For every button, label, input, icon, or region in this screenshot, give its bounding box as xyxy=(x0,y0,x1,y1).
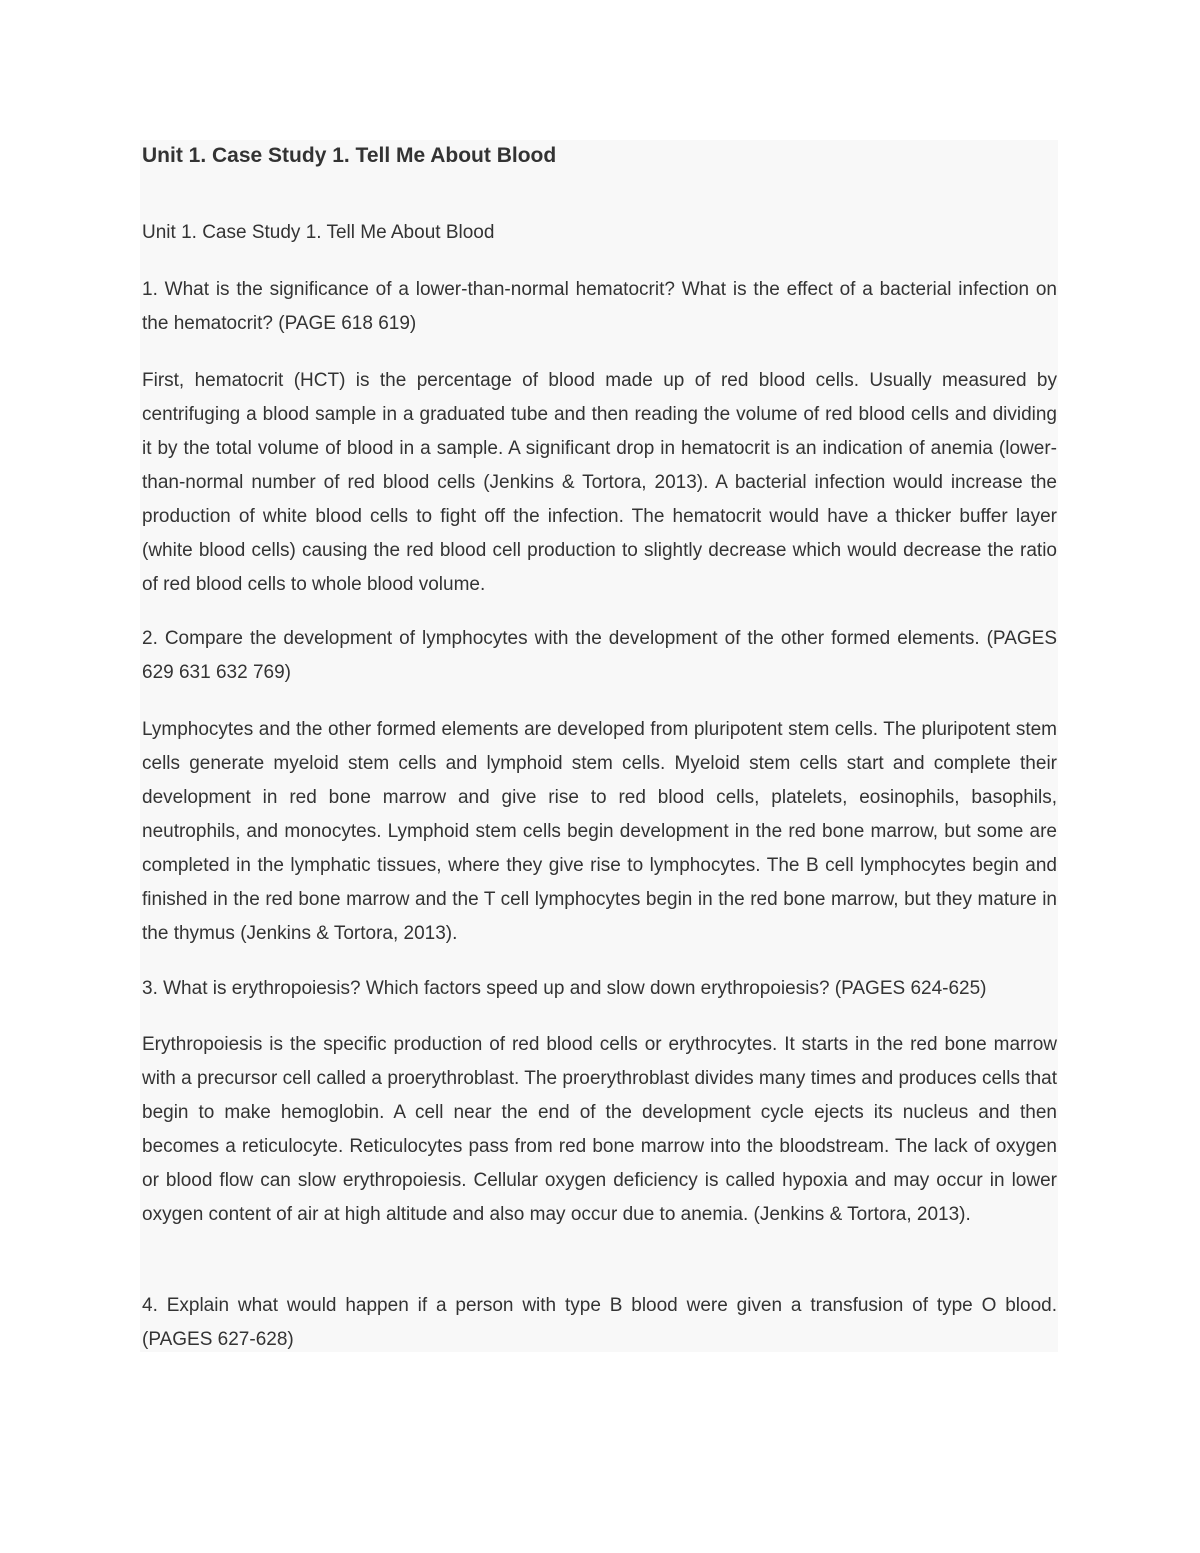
question-3: 3. What is erythropoiesis? Which factors speed up and slow down erythropoiesis? (PAGES 624-625) xyxy=(142,978,987,999)
question-1: 1. What is the significance of a lower-than-normal hematocrit? What is the effect of a bacterial infection on the hematocrit? (PAGE 618 619) xyxy=(142,279,1057,334)
question-2: 2. Compare the development of lymphocytes with the development of the other formed elements. (PAGES 629 631 632 769) xyxy=(142,628,1057,683)
answer-2: Lymphocytes and the other formed elements are developed from pluripotent stem cells. The pluripotent stem cells generate myeloid stem cells and lymphoid stem cells. Myeloid stem cells start and complete their development in red bone marrow and give rise to red blood cells, platelets, eosinophils, basophils, neutrophils, and monocytes. Lymphoid stem cells begin development in the red bone marrow, but some are completed in the lymphatic tissues, where they give rise to lymphocytes. The B cell lymphocytes begin and finished in the red bone marrow and the T cell lymphocytes begin in the red bone marrow, but they mature in the thymus (Jenkins & Tortora, 2013). xyxy=(142,719,1057,944)
answer-1: First, hematocrit (HCT) is the percentage of blood made up of red blood cells. Usually measured by centrifuging a blood sample in a graduated tube and then reading the volume of red blood cells and dividing it by the total volume of blood in a sample. A significant drop in hematocrit is an indication of anemia (lower-than-normal number of red blood cells (Jenkins & Tortora, 2013). A bacterial infection would increase the production of white blood cells to fight off the infection. The hematocrit would have a thicker buffer layer (white blood cells) causing the red blood cell production to slightly decrease which would decrease the ratio of red blood cells to whole blood volume. xyxy=(142,370,1057,595)
document-title: Unit 1. Case Study 1. Tell Me About Blood xyxy=(142,144,557,167)
document-body xyxy=(140,140,1058,1352)
question-4: 4. Explain what would happen if a person with type B blood were given a transfusion of type O blood. (PAGES 627-628) xyxy=(142,1295,1057,1350)
document-subtitle: Unit 1. Case Study 1. Tell Me About Blood xyxy=(142,222,495,243)
answer-3: Erythropoiesis is the specific production of red blood cells or erythrocytes. It starts in the red bone marrow with a precursor cell called a proerythroblast. The proerythroblast divides many times and produces cells that begin to make hemoglobin. A cell near the end of the development cycle ejects its nucleus and then becomes a reticulocyte. Reticulocytes pass from red bone marrow into the bloodstream. The lack of oxygen or blood flow can slow erythropoiesis. Cellular oxygen deficiency is called hypoxia and may occur in lower oxygen content of air at high altitude and also may occur due to anemia. (Jenkins & Tortora, 2013). xyxy=(142,1034,1057,1225)
